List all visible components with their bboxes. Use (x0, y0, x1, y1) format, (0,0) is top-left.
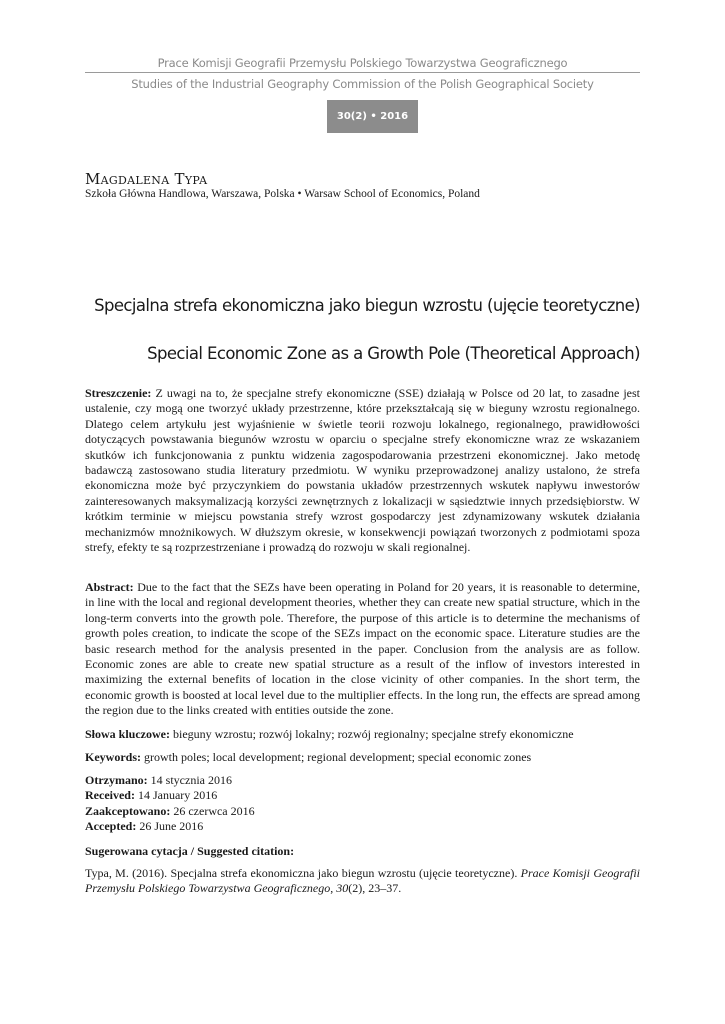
citation-sep: , (330, 881, 337, 896)
article-title-pl: Specjalna strefa ekonomiczna jako biegun wzrostu (ujęcie teoretyczne) (94, 296, 640, 315)
date-row-accepted-en (85, 819, 640, 834)
date-row-received-en (85, 788, 640, 803)
date-label: Otrzymano: (85, 773, 148, 787)
date-label: Zaakceptowano: (85, 803, 171, 818)
dates-block (85, 773, 640, 835)
citation-rest: (2), 23–37. (348, 881, 402, 896)
keywords-en-label: Keywords: (85, 750, 141, 764)
citation-volume: 30 (336, 881, 349, 896)
citation-text (85, 866, 640, 897)
keywords-pl-label: Słowa kluczowe: (85, 727, 170, 741)
citation-heading: Sugerowana cytacja / Suggested citation: (85, 844, 295, 858)
author-name: Magdalena Typa (85, 170, 208, 188)
abstract-en-text: Due to the fact that the SEZs have been operating in Poland for 20 years, it is reasonable to determine, in line with the local and regional development theories, whether they can create new spatial structure, which in the long-term converts into the growth pole. Therefore, the purpose of this article is to determine the mechanisms of growth poles creation, to indicate the scope of the SEZs impact on the economic space. Literature studies are the basic research method for the analysis presented in the paper. Conclusion from the analysis are as follow. Economic zones are able to create new spatial structure as a result of the inflow of investors interested in maximizing the external benefits of location in the close vicinity of other companies. In the short term, the economic growth is boosted at local level due to the multiplier effects. In the long run, the effects are spread among the region due to the links created with entities outside the zone. (85, 580, 640, 718)
journal-title-pl: Prace Komisji Geografii Przemysłu Polskiego Towarzystwa Geograficznego (157, 56, 568, 70)
date-row-accepted-pl (85, 804, 640, 819)
keywords-pl-text: bieguny wzrostu; rozwój lokalny; rozwój regionalny; specjalne strefy ekonomiczne (170, 727, 574, 741)
citation-journal: Prace Komisji Geografii Przemysłu Polskiego Towarzystwa Geograficznego (85, 866, 640, 896)
citation-pre: Typa, M. (2016). Specjalna strefa ekonomiczna jako biegun wzrostu (ujęcie teoretyczne). (85, 866, 521, 880)
abstract-en (85, 580, 640, 719)
date-label: Accepted: (85, 819, 137, 834)
author-affiliation: Szkoła Główna Handlowa, Warszawa, Polska • Warsaw School of Economics, Poland (85, 188, 480, 200)
keywords-en (85, 750, 640, 765)
date-value: 26 June 2016 (136, 819, 204, 834)
header-rule (85, 72, 640, 73)
abstract-pl (85, 386, 640, 555)
keywords-en-text: growth poles; local development; regional development; special economic zones (141, 750, 532, 764)
date-value: 14 stycznia 2016 (147, 773, 232, 787)
article-title-en: Special Economic Zone as a Growth Pole (Theoretical Approach) (147, 344, 640, 363)
abstract-pl-label: Streszczenie: (85, 386, 152, 400)
abstract-en-label: Abstract: (85, 580, 134, 594)
date-value: 14 January 2016 (134, 788, 218, 803)
abstract-pl-text: Z uwagi na to, że specjalne strefy ekonomiczne (SSE) działają w Polsce od 20 lat, to zasadne jest ustalenie, czy mogą one tworzyć układy przestrzenne, które przekształcają się w bieguny wzrostu regionalnego. Dlatego celem artykułu jest wyjaśnienie w świetle teorii rozwoju lokalnego, regionalnego, prawidłowości dotyczących powstawania biegunów wzrostu w oparciu o specjalne strefy ekonomiczne wraz ze wskazaniem skutków ich funkcjonowania z punktu widzenia zagospodarowania przestrzeni ekonomicznej. Jako metodę badawczą zastosowano studia literatury przedmiotu. W wyniku przeprowadzonej analizy ustalono, że strefa ekonomiczna może być przyczynkiem do powstania układów przestrzennych wskutek napływu inwestorów zainteresowanych maksymalizacją korzyści zewnętrznych z lokalizacji w sąsiedztwie innych przedsiębiorstw. W krótkim terminie w miejscu powstania strefy wzrost gospodarczy jest zdynamizowany wskutek działania mechanizmów mnożnikowych. W dłuższym okresie, w konsekwencji powiązań tworzonych z podmiotami spoza strefy, efekty te są rozprzestrzeniane i prowadzą do rozwoju w skali regionalnej. (85, 386, 640, 555)
keywords-pl (85, 727, 640, 742)
date-value: 26 czerwca 2016 (170, 803, 255, 818)
date-row-received-pl (85, 773, 640, 788)
issue-badge: 30(2) • 2016 (327, 100, 418, 133)
journal-title-en: Studies of the Industrial Geography Commission of the Polish Geographical Society (131, 77, 594, 91)
date-label: Received: (85, 788, 135, 803)
